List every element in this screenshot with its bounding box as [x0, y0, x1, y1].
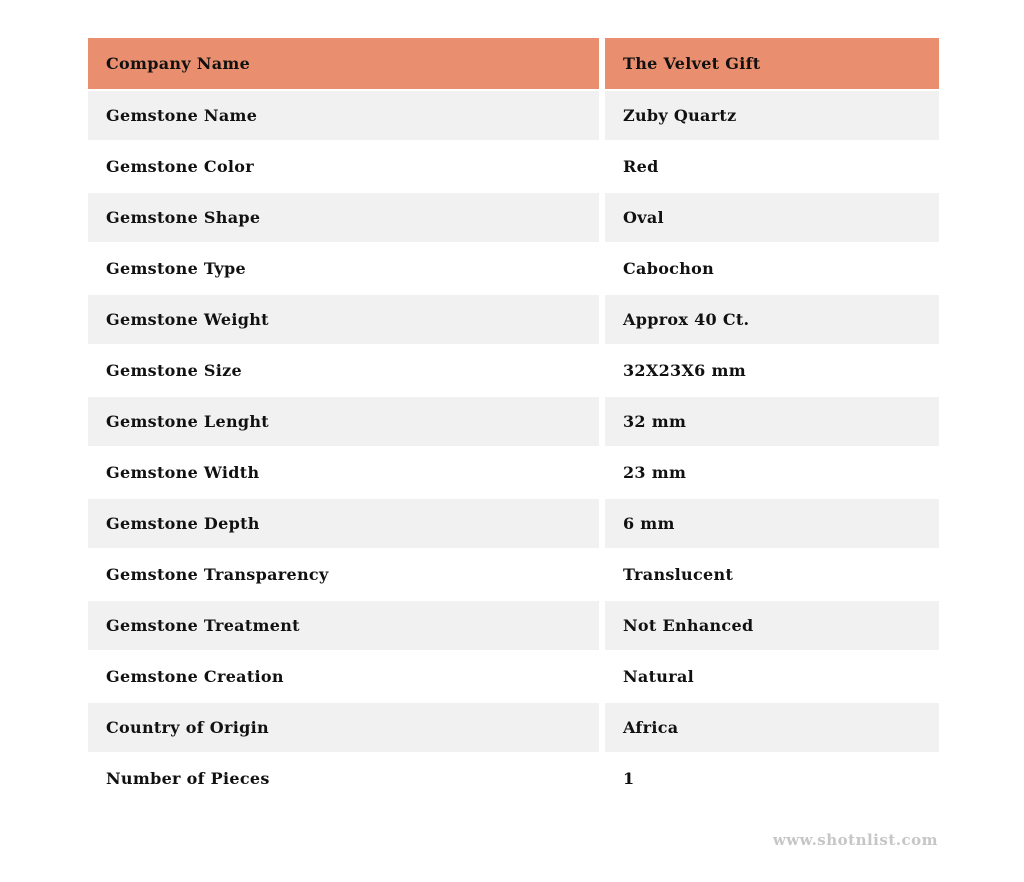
- row-label-gemstone-type: Gemstone Type: [88, 244, 599, 293]
- header-value-cell: The Velvet Gift: [605, 38, 939, 89]
- row-label-gemstone-transparency: Gemstone Transparency: [88, 550, 599, 599]
- row-value-gemstone-name: Zuby Quartz: [605, 91, 939, 140]
- row-value-gemstone-creation: Natural: [605, 652, 939, 701]
- row-value-country-of-origin: Africa: [605, 703, 939, 752]
- row-value-gemstone-transparency: Translucent: [605, 550, 939, 599]
- header-label-cell: Company Name: [88, 38, 599, 89]
- row-value-gemstone-treatment: Not Enhanced: [605, 601, 939, 650]
- row-label-gemstone-color: Gemstone Color: [88, 142, 599, 191]
- row-label-gemstone-lenght: Gemstone Lenght: [88, 397, 599, 446]
- row-label-gemstone-size: Gemstone Size: [88, 346, 599, 395]
- row-label-gemstone-width: Gemstone Width: [88, 448, 599, 497]
- row-label-gemstone-treatment: Gemstone Treatment: [88, 601, 599, 650]
- row-value-gemstone-lenght: 32 mm: [605, 397, 939, 446]
- row-label-gemstone-name: Gemstone Name: [88, 91, 599, 140]
- row-value-gemstone-size: 32X23X6 mm: [605, 346, 939, 395]
- row-label-number-of-pieces: Number of Pieces: [88, 754, 599, 803]
- gemstone-spec-table: [88, 38, 939, 803]
- row-value-gemstone-depth: 6 mm: [605, 499, 939, 548]
- row-value-gemstone-shape: Oval: [605, 193, 939, 242]
- row-value-gemstone-width: 23 mm: [605, 448, 939, 497]
- row-label-gemstone-creation: Gemstone Creation: [88, 652, 599, 701]
- row-label-country-of-origin: Country of Origin: [88, 703, 599, 752]
- row-label-gemstone-shape: Gemstone Shape: [88, 193, 599, 242]
- row-value-gemstone-weight: Approx 40 Ct.: [605, 295, 939, 344]
- watermark-text: www.shotnlist.com: [772, 831, 938, 849]
- row-value-gemstone-type: Cabochon: [605, 244, 939, 293]
- row-value-gemstone-color: Red: [605, 142, 939, 191]
- row-value-number-of-pieces: 1: [605, 754, 939, 803]
- row-label-gemstone-depth: Gemstone Depth: [88, 499, 599, 548]
- row-label-gemstone-weight: Gemstone Weight: [88, 295, 599, 344]
